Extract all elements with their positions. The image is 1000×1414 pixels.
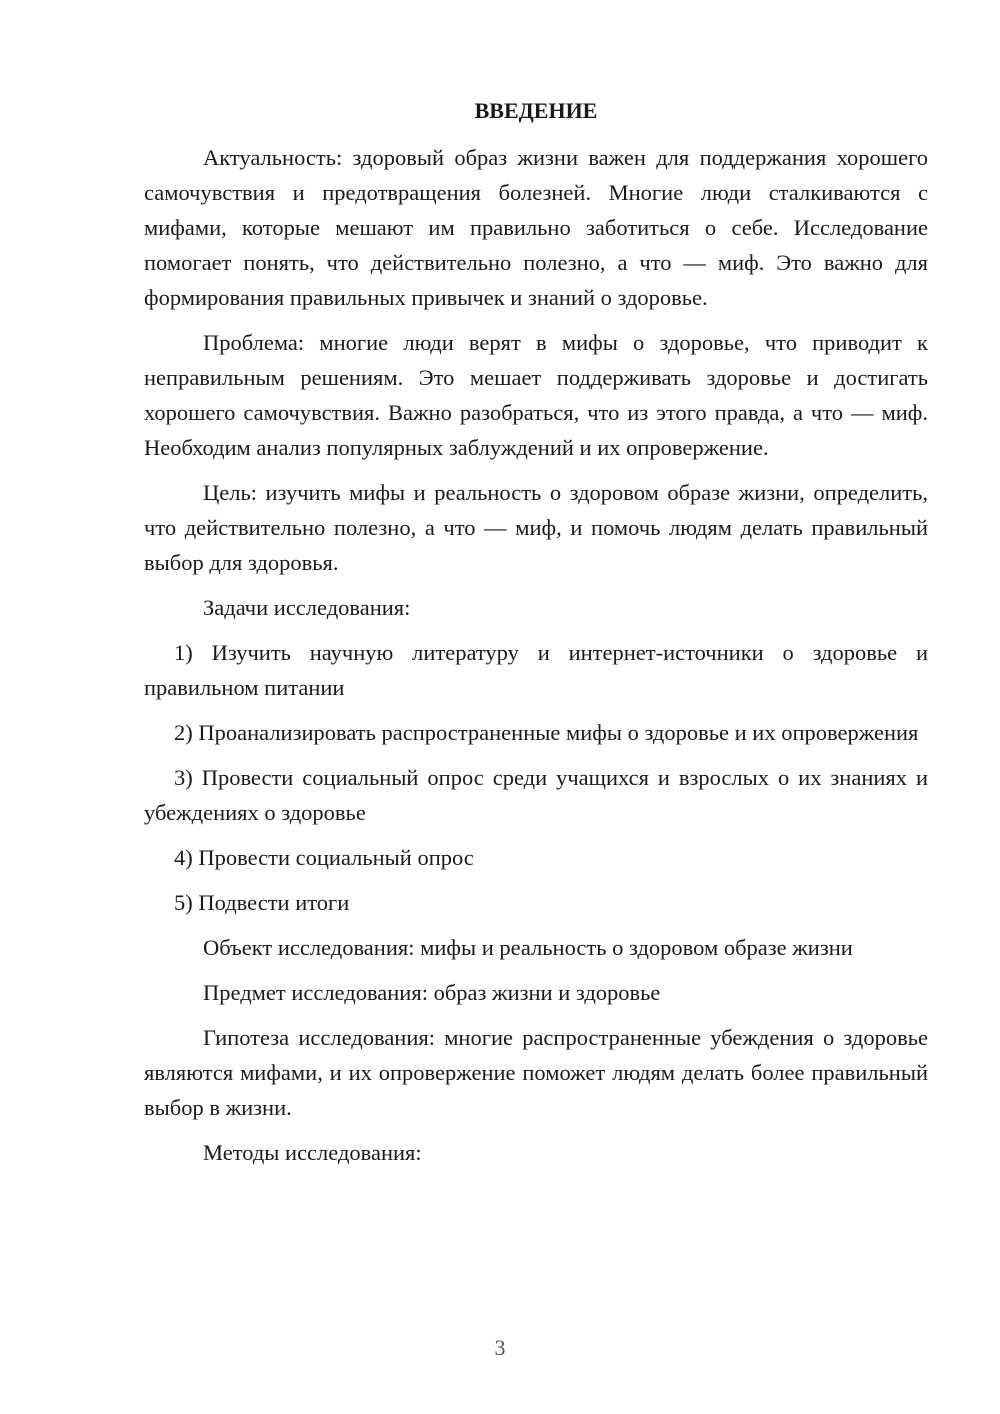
problem-paragraph: Проблема: многие люди верят в мифы о здоровье, что приводит к неправильным решениям. Это мешает поддерживать здоровье и достигать хорошего самочувствия. Важно разобраться, что из этого правда, а что — миф. Необходим анализ популярных заблуждений и их опровержение. — [144, 330, 928, 460]
list-item: 5) Подвести итоги — [174, 890, 350, 915]
tasks-heading: Задачи исследования: — [203, 595, 411, 620]
object-paragraph: Объект исследования: мифы и реальность о здоровом образе жизни — [203, 935, 853, 960]
page-number: 3 — [494, 1335, 506, 1360]
list-item: 1) Изучить научную литературу и интернет-источники о здоровье и правильном питании — [144, 640, 928, 700]
page-title: ВВЕДЕНИЕ — [474, 98, 598, 123]
list-item: 2) Проанализировать распространенные мифы о здоровье и их опровержения — [174, 720, 919, 745]
tasks-list — [144, 635, 928, 920]
methods-heading: Методы исследования: — [203, 1140, 422, 1165]
relevance-paragraph: Актуальность: здоровый образ жизни важен для поддержания хорошего самочувствия и предотвращения болезней. Многие люди сталкиваются с мифами, которые мешают им правильно заботиться о себе. Исследование помогает понять, что действительно полезно, а что — миф. Это важно для формирования правильных привычек и знаний о здоровье. — [144, 145, 928, 310]
list-item: 4) Провести социальный опрос — [174, 845, 474, 870]
document-page — [144, 95, 928, 1180]
hypothesis-paragraph: Гипотеза исследования: многие распространенные убеждения о здоровье являются мифами, и их опровержение поможет людям делать более правильный выбор в жизни. — [144, 1025, 928, 1120]
goal-paragraph: Цель: изучить мифы и реальность о здоровом образе жизни, определить, что действительно полезно, а что — миф, и помочь людям делать правильный выбор для здоровья. — [144, 480, 928, 575]
list-item: 3) Провести социальный опрос среди учащихся и взрослых о их знаниях и убеждениях о здоровье — [144, 765, 928, 825]
subject-paragraph: Предмет исследования: образ жизни и здоровье — [203, 980, 661, 1005]
